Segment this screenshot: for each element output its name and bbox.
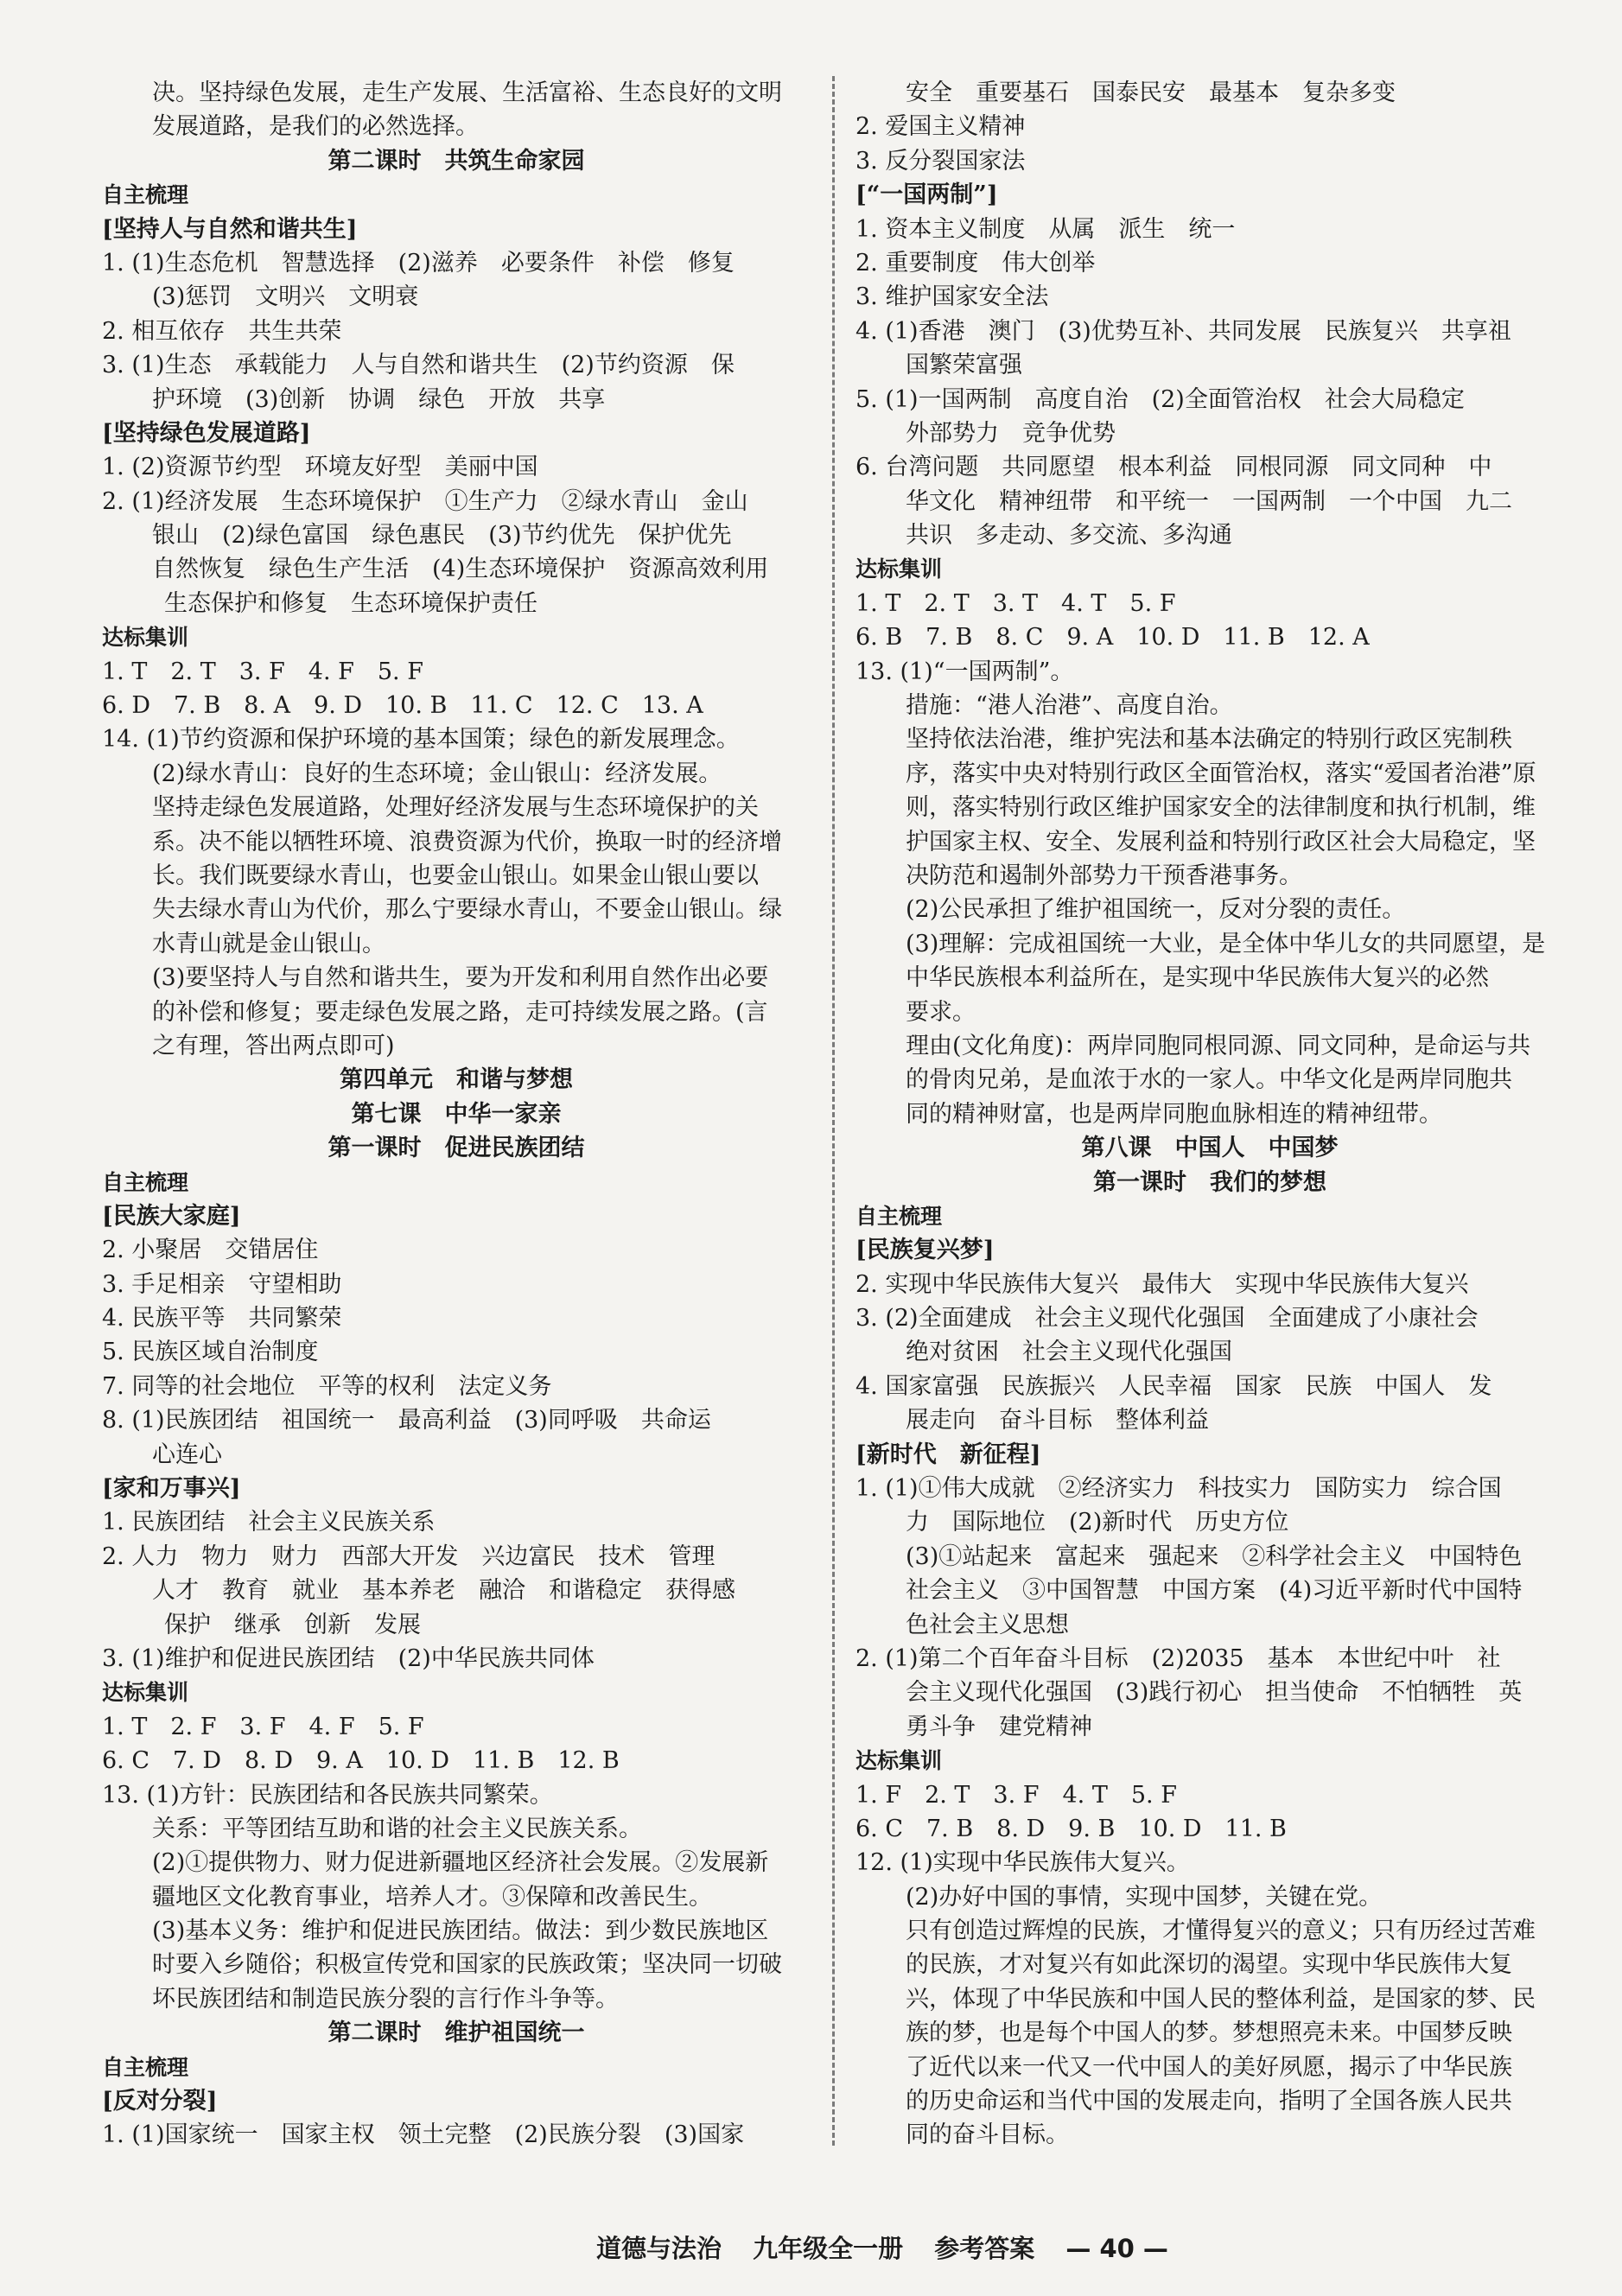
text-line: 的骨肉兄弟，是血浓于水的一家人。中华文化是两岸同胞共 — [906, 1066, 1512, 1094]
page-footer — [596, 2229, 1288, 2265]
text-line: 人才 教育 就业 基本养老 融洽 和谐稳定 获得感 — [152, 1577, 735, 1605]
text-line: (2)绿水青山：良好的生态环境；金山银山：经济发展。 — [152, 760, 722, 787]
text-line: 5. 民族区域自治制度 — [102, 1339, 319, 1366]
text-line: 社会主义 ③中国智慧 中国方案 (4)习近平新时代中国特 — [906, 1577, 1523, 1605]
footer-grade: 九年级全一册 — [753, 2234, 904, 2263]
text-line: 中华民族根本利益所在，是实现中华民族伟大复兴的必然 — [906, 964, 1489, 992]
text-line: 6. 台湾问题 共同愿望 根本利益 同根同源 同文同种 中 — [856, 454, 1492, 481]
text-line: 护环境 (3)创新 协调 绿色 开放 共享 — [152, 385, 606, 413]
footer-subject: 道德与法治 — [596, 2234, 722, 2263]
text-line: 兴，体现了中华民族和中国人民的整体利益，是国家的梦、民 — [906, 1985, 1536, 2013]
subsection-label: 自主梳理 — [102, 1169, 189, 1195]
text-line: 时要入乡随俗；积极宣传党和国家的民族政策；坚决同一切破 — [152, 1951, 782, 1979]
page-number: — 40 — — [1065, 2234, 1168, 2263]
text-line: 理由(文化角度)：两岸同胞同根同源、同文同种，是命运与共 — [906, 1032, 1531, 1059]
subsection-label: 达标集训 — [856, 1748, 943, 1774]
text-line: 绝对贫困 社会主义现代化强国 — [906, 1339, 1232, 1366]
topic-heading: [家和万事兴] — [102, 1475, 241, 1503]
text-line: 则，落实特别行政区维护国家安全的法律制度和执行机制，维 — [906, 794, 1536, 822]
text-line: 13. (1)方针：民族团结和各民族共同繁荣。 — [102, 1781, 553, 1809]
text-line: 失去绿水青山为代价，那么宁要绿水青山，不要金山银山。绿 — [152, 896, 782, 924]
section-heading: 第一课时 我们的梦想 — [1093, 1168, 1326, 1196]
text-line: 决。坚持绿色发展，走生产发展、生活富裕、生态良好的文明 — [152, 80, 782, 106]
text-line: 之有理，答出两点即可) — [152, 1032, 395, 1059]
topic-heading: [“一国两制”] — [856, 181, 998, 209]
section-heading: 第二课时 维护祖国统一 — [328, 2019, 585, 2047]
topic-heading: [坚持人与自然和谐共生] — [102, 215, 358, 243]
text-line: 4. (1)香港 澳门 (3)优势互补、共同发展 民族复兴 共享祖 — [856, 317, 1511, 345]
text-line: 7. 同等的社会地位 平等的权利 法定义务 — [102, 1372, 552, 1400]
text-line: 的历史命运和当代中国的发展走向，指明了全国各族人民共 — [906, 2088, 1512, 2115]
text-line: 勇斗争 建党精神 — [906, 1713, 1092, 1740]
subsection-label: 达标集训 — [102, 1680, 189, 1706]
text-line: 1. 民族团结 社会主义民族关系 — [102, 1509, 436, 1536]
text-line: (3)基本义务：维护和促进民族团结。做法：到少数民族地区 — [152, 1918, 769, 1945]
topic-heading: [民族复兴梦] — [856, 1237, 995, 1264]
text-line: 决防范和遏制外部势力干预香港事务。 — [906, 862, 1302, 889]
text-line: 1. (2)资源节约型 环境友好型 美丽中国 — [102, 454, 538, 481]
text-line: 4. 民族平等 共同繁荣 — [102, 1305, 342, 1332]
text-line: 安全 重要基石 国泰民安 最基本 复杂多变 — [906, 80, 1396, 106]
text-line: 1. T 2. F 3. F 4. F 5. F — [102, 1713, 424, 1740]
topic-heading: [民族大家庭] — [102, 1202, 241, 1230]
text-line: 6. C 7. D 8. D 9. A 10. D 11. B 12. B — [102, 1747, 620, 1775]
text-line: 6. D 7. B 8. A 9. D 10. B 11. C 12. C 13. A — [102, 692, 703, 720]
text-line: (2)办好中国的事情，实现中国梦，关键在党。 — [906, 1883, 1383, 1911]
subsection-label: 自主梳理 — [856, 1203, 943, 1229]
left-column — [102, 76, 811, 2153]
text-line: 关系：平等团结互助和谐的社会主义民族关系。 — [152, 1815, 642, 1842]
text-line: 力 国际地位 (2)新时代 历史方位 — [906, 1509, 1289, 1536]
text-line: 1. T 2. T 3. F 4. F 5. F — [102, 658, 423, 685]
text-line: 2. 小聚居 交错居住 — [102, 1237, 319, 1264]
text-line: 坏民族团结和制造民族分裂的言行作斗争等。 — [152, 1985, 619, 2013]
text-line: 12. (1)实现中华民族伟大复兴。 — [856, 1849, 1190, 1877]
text-line: 2. (1)第二个百年奋斗目标 (2)2035 基本 本世纪中叶 社 — [856, 1644, 1501, 1672]
text-line: 3. (1)生态 承载能力 人与自然和谐共生 (2)节约资源 保 — [102, 352, 735, 379]
text-line: 1. (1)国家统一 国家主权 领土完整 (2)民族分裂 (3)国家 — [102, 2121, 745, 2149]
text-line: 5. (1)一国两制 高度自治 (2)全面管治权 社会大局稳定 — [856, 385, 1465, 413]
text-line: 心连心 — [152, 1441, 222, 1468]
text-line: 生态保护和修复 生态环境保护责任 — [164, 589, 537, 617]
text-line: 3. 反分裂国家法 — [856, 147, 1026, 175]
column-divider — [832, 76, 835, 2146]
text-line: 3. 维护国家安全法 — [856, 283, 1049, 311]
text-line: 1. 资本主义制度 从属 派生 统一 — [856, 215, 1236, 243]
text-line: 坚持走绿色发展道路，处理好经济发展与生态环境保护的关 — [152, 794, 759, 822]
text-line: 14. (1)节约资源和保护环境的基本国策；绿色的新发展理念。 — [102, 726, 740, 754]
section-heading: 第四单元 和谐与梦想 — [340, 1066, 573, 1094]
text-line: 同的精神财富，也是两岸同胞血脉相连的精神纽带。 — [906, 1100, 1442, 1128]
text-line: 国繁荣富强 — [906, 352, 1022, 379]
right-column — [856, 76, 1564, 2153]
text-line: 保护 继承 创新 发展 — [164, 1611, 421, 1638]
subsection-label: 自主梳理 — [102, 182, 189, 208]
text-line: 的补偿和修复；要走绿色发展之路，走可持续发展之路。(言 — [152, 998, 768, 1026]
text-line: 的民族，才对复兴有如此深切的渴望。实现中华民族伟大复 — [906, 1951, 1512, 1979]
text-line: (2)公民承担了维护祖国统一，反对分裂的责任。 — [906, 896, 1406, 924]
text-line: 2. (1)经济发展 生态环境保护 ①生产力 ②绿水青山 金山 — [102, 487, 748, 515]
text-line: 要求。 — [906, 998, 976, 1026]
text-line: 展走向 奋斗目标 整体利益 — [906, 1407, 1209, 1434]
text-line: 护国家主权、安全、发展利益和特别行政区社会大局稳定，坚 — [906, 828, 1536, 855]
text-line: 2. 实现中华民族伟大复兴 最伟大 实现中华民族伟大复兴 — [856, 1270, 1469, 1298]
section-heading: 第八课 中国人 中国梦 — [1081, 1135, 1339, 1162]
text-line: 同的奋斗目标。 — [906, 2121, 1069, 2149]
topic-heading: [坚持绿色发展道路] — [102, 419, 311, 447]
section-heading: 第二课时 共筑生命家园 — [328, 147, 585, 175]
text-line: 8. (1)民族团结 祖国统一 最高利益 (3)同呼吸 共命运 — [102, 1407, 711, 1434]
text-line: 6. B 7. B 8. C 9. A 10. D 11. B 12. A — [856, 624, 1370, 652]
subsection-label: 达标集训 — [102, 625, 189, 651]
text-line: 4. 国家富强 民族振兴 人民幸福 国家 民族 中国人 发 — [856, 1372, 1492, 1400]
text-line: 1. F 2. T 3. F 4. T 5. F — [856, 1781, 1177, 1809]
text-line: 外部势力 竞争优势 — [906, 419, 1116, 447]
text-line: 3. (1)维护和促进民族团结 (2)中华民族共同体 — [102, 1644, 595, 1672]
text-line: (3)①站起来 富起来 强起来 ②科学社会主义 中国特色 — [906, 1542, 1523, 1570]
text-line: 6. C 7. B 8. D 9. B 10. D 11. B — [856, 1815, 1287, 1842]
text-line: 银山 (2)绿色富国 绿色惠民 (3)节约优先 保护优先 — [152, 522, 732, 550]
text-line: 2. 爱国主义精神 — [856, 113, 1026, 141]
text-line: 会主义现代化强国 (3)践行初心 担当使命 不怕牺牲 英 — [906, 1679, 1523, 1707]
text-line: (3)要坚持人与自然和谐共生，要为开发和利用自然作出必要 — [152, 964, 769, 992]
text-line: 坚持依法治港，维护宪法和基本法确定的特别行政区宪制秩 — [906, 726, 1512, 754]
text-line: 1. (1)①伟大成就 ②经济实力 科技实力 国防实力 综合国 — [856, 1475, 1502, 1503]
text-line: 共识 多走动、多交流、多沟通 — [906, 522, 1232, 550]
text-line: (3)理解：完成祖国统一大业，是全体中华儿女的共同愿望，是 — [906, 930, 1546, 957]
text-line: (2)①提供物力、财力促进新疆地区经济社会发展。②发展新 — [152, 1849, 769, 1877]
text-line: 华文化 精神纽带 和平统一 一国两制 一个中国 九二 — [906, 487, 1512, 515]
subsection-label: 达标集训 — [856, 557, 943, 582]
footer-section: 参考答案 — [934, 2234, 1035, 2263]
text-line: 3. 手足相亲 守望相助 — [102, 1270, 342, 1298]
text-line: 水青山就是金山银山。 — [152, 930, 385, 957]
text-line: 1. T 2. T 3. T 4. T 5. F — [856, 589, 1176, 617]
text-line: 1. (1)生态危机 智慧选择 (2)滋养 必要条件 补偿 修复 — [102, 249, 735, 277]
topic-heading: [新时代 新征程] — [856, 1441, 1041, 1468]
text-line: 3. (2)全面建成 社会主义现代化强国 全面建成了小康社会 — [856, 1305, 1479, 1332]
text-line: 系。决不能以牺牲环境、浪费资源为代价，换取一时的经济增 — [152, 828, 782, 855]
topic-heading: [反对分裂] — [102, 2088, 218, 2115]
section-heading: 第七课 中华一家亲 — [351, 1100, 562, 1128]
text-line: 只有创造过辉煌的民族，才懂得复兴的意义；只有历经过苦难 — [906, 1918, 1536, 1945]
text-line: 族的梦，也是每个中国人的梦。梦想照亮未来。中国梦反映 — [906, 2019, 1512, 2047]
text-line: 长。我们既要绿水青山，也要金山银山。如果金山银山要以 — [152, 862, 759, 889]
text-line: 发展道路，是我们的必然选择。 — [152, 113, 479, 141]
text-line: 13. (1)“一国两制”。 — [856, 658, 1074, 685]
text-line: 措施：“港人治港”、高度自治。 — [906, 692, 1233, 720]
text-line: 序，落实中央对特别行政区全面管治权，落实“爱国者治港”原 — [906, 760, 1536, 787]
text-line: 了近代以来一代又一代中国人的美好夙愿，揭示了中华民族 — [906, 2053, 1512, 2081]
text-line: 疆地区文化教育事业，培养人才。③保障和改善民生。 — [152, 1883, 712, 1911]
text-line: (3)惩罚 文明兴 文明衰 — [152, 283, 419, 311]
text-line: 色社会主义思想 — [906, 1611, 1069, 1638]
text-line: 2. 人力 物力 财力 西部大开发 兴边富民 技术 管理 — [102, 1542, 716, 1570]
text-line: 2. 重要制度 伟大创举 — [856, 249, 1096, 277]
text-line: 2. 相互依存 共生共荣 — [102, 317, 342, 345]
section-heading: 第一课时 促进民族团结 — [328, 1135, 585, 1162]
text-line: 自然恢复 绿色生产生活 (4)生态环境保护 资源高效利用 — [152, 556, 769, 583]
subsection-label: 自主梳理 — [102, 2054, 189, 2080]
